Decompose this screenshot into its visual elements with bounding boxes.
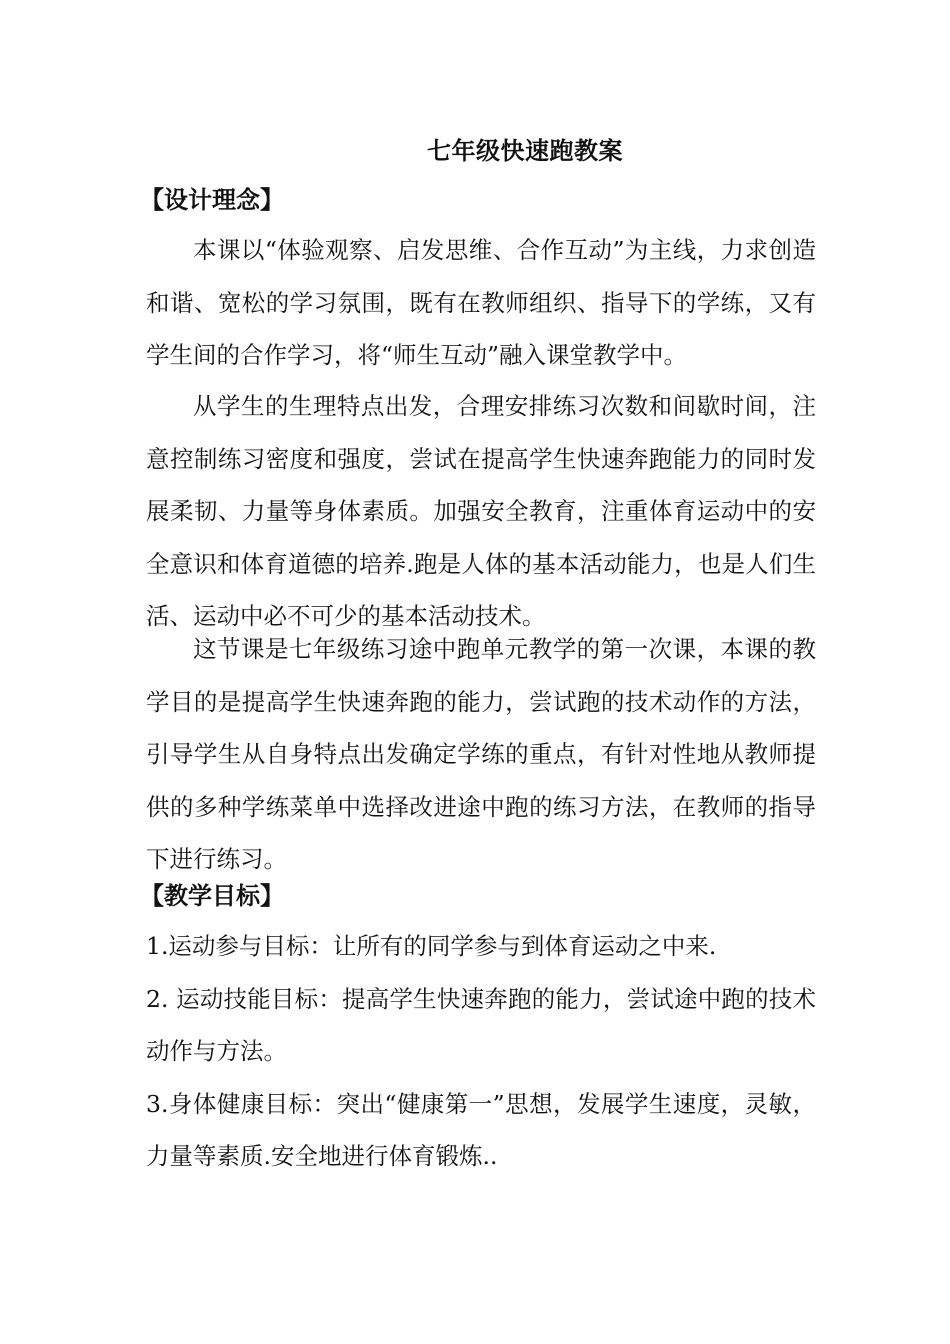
teaching-goals-list — [146, 920, 816, 1183]
paragraph: 从学生的生理特点出发，合理安排练习次数和间歇时间，注意控制练习密度和强度，尝试在提高学生快速奔跑能力的同时发展柔韧、力量等身体素质。加强安全教育，注重体育运动中的安全意识和体育道德的培养.跑是人体的基本活动能力，也是人们生活、运动中必不可少的基本活动技术。 — [146, 392, 816, 630]
list-item: 3.身体健康目标：突出“健康第一”思想，发展学生速度，灵敏，力量等素质.安全地进行体育锻炼.. — [146, 1089, 816, 1170]
list-item: 2. 运动技能目标：提高学生快速奔跑的能力，尝试途中跑的技术动作与方法。 — [146, 984, 816, 1065]
document-title: 七年级快速跑教案 — [427, 137, 623, 165]
paragraph: 这节课是七年级练习途中跑单元教学的第一次课，本课的教学目的是提高学生快速奔跑的能力，尝试跑的技术动作的方法，引导学生从自身特点出发确定学练的重点，有针对性地从教师提供的多种学练菜单中选择改进途中跑的练习方法，在教师的指导下进行练习。 — [146, 635, 816, 873]
paragraph: 本课以“体验观察、启发思维、合作互动”为主线，力求创造和谐、宽松的学习氛围，既有在教师组织、指导下的学练，又有学生间的合作学习，将“师生互动”融入课堂教学中。 — [146, 236, 816, 369]
section-heading-design-concept: 【设计理念】 — [140, 186, 284, 214]
list-item: 1.运动参与目标：让所有的同学参与到体育运动之中来. — [146, 932, 717, 960]
section-heading-teaching-goals: 【教学目标】 — [140, 882, 284, 910]
